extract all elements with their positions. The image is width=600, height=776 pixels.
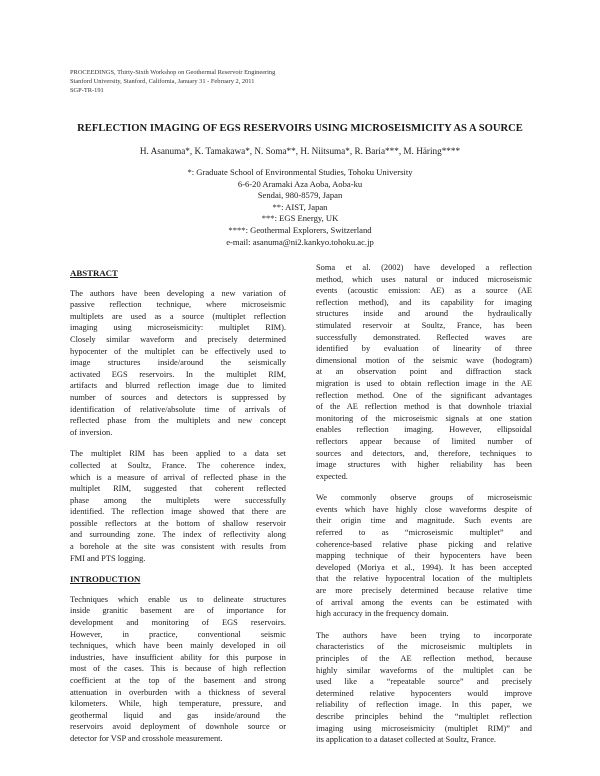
text-line: that the relative hypocentral location of the multiplets <box>316 574 532 584</box>
abstract-paragraph-1 <box>70 288 286 439</box>
text-line: developed (Moriya et al., 1994). It has been accepted <box>316 562 532 572</box>
text-line: coherence-based relative phase picking and relative <box>316 539 532 549</box>
text-line: of the AE reflection method is that downhole triaxial <box>316 402 532 412</box>
text-line: multiplet RIM, suggested that coherent reflected <box>70 484 286 494</box>
text-line: Techniques which enable us to delineate structures <box>70 594 286 604</box>
text-line: used like a “repeatable source” and precisely <box>316 677 532 687</box>
text-line: of arrival among the events can be estimated with <box>316 597 532 607</box>
text-line: development and monitoring of EGS reservoirs. <box>70 618 286 628</box>
text-line: multiplets are used as a source (multiplet reflection <box>70 311 286 321</box>
text-line: coefficient at the top of the basement and strong <box>70 676 286 685</box>
header-line-2: Stanford University, Stanford, California, January 31 - February 2, 2011 <box>70 78 255 85</box>
text-line: its application to a dataset collected at Soultz, France. <box>316 735 497 745</box>
abstract-paragraph-2 <box>70 448 286 564</box>
text-line: migration is used to obtain reflection image in the AE <box>316 378 532 388</box>
text-line: attenuation in overburden with a thickness of several <box>70 687 286 697</box>
affiliation-line: ***: EGS Energy, UK <box>261 213 339 224</box>
text-line: activated EGS reservoirs. In the multiplet RIM, <box>70 369 286 379</box>
text-line: high accuracy in the frequency domain. <box>316 609 449 619</box>
text-line: mapping technique of their hypocenters have been <box>316 551 532 561</box>
text-line: identified by evaluation of linearity of three <box>316 344 532 354</box>
text-line: events (acoustic emission: AE) as a source (AE <box>316 286 532 296</box>
text-line: FMI and PTS logging. <box>70 553 146 563</box>
abstract-heading: ABSTRACT <box>70 268 118 278</box>
text-line: expected. <box>316 471 348 481</box>
text-line: most of the cases. This is because of high reflection <box>70 664 286 674</box>
text-line: and surrounding zone. The index of reflectivity along <box>70 530 286 540</box>
body-paragraph-multiplets <box>316 492 532 620</box>
text-line: dimensional motion of the seismic wave (hodogram) <box>316 355 532 365</box>
text-line: reflected phase from the multiplets and new concept <box>70 416 286 426</box>
text-line: Closely similar waveform and precisely determined <box>70 334 286 344</box>
text-line: structures inside and around the hydraulically <box>316 309 532 319</box>
text-line: describe principles behind the “multiplet reflection <box>316 711 532 721</box>
text-line: sources and detectors, and, therefore, techniques to <box>316 448 532 458</box>
paper-title: REFLECTION IMAGING OF EGS RESERVOIRS USING MICROSEISMICITY AS A SOURCE <box>77 123 523 134</box>
text-line: phase among the multiplets were successfully <box>70 495 286 505</box>
text-line: possible reflectors at the bottom of shallow reservoir <box>70 518 286 528</box>
text-line: method, which uses natural or induced microseismic <box>316 274 532 284</box>
affiliations <box>0 167 600 248</box>
text-line: determined relative hypocenters would improve <box>316 688 532 698</box>
text-line: principles of the AE reflection method, because <box>316 654 532 663</box>
text-line: kilometers. While, high temperature, pressure, and <box>70 699 286 709</box>
text-line: identification of relative/absolute time of arrivals of <box>70 404 286 414</box>
contact-email: e-mail: asanuma@ni2.kankyo.tohoku.ac.jp <box>226 236 374 247</box>
text-line: geothermal liquid and gas inside/around the <box>70 710 286 720</box>
text-line: referred to as “microseismic multiplet” and <box>316 528 532 538</box>
text-line: inside granitic basement are of importance for <box>70 606 286 616</box>
text-line: artifacts and blurred reflection image due to limited <box>70 381 286 391</box>
affiliation-line: 6-6-20 Aramaki Aza Aoba, Aoba-ku <box>237 178 363 189</box>
text-line: reflectors appear because of limited number of <box>316 436 532 446</box>
body-paragraph-soma <box>316 262 532 482</box>
text-line: stimulated reservoir at Soultz, France, has been <box>316 320 532 330</box>
proceedings-header <box>70 68 275 95</box>
introduction-paragraph-1 <box>70 594 286 745</box>
text-line: a borehole at the site was consistent with results from <box>70 542 286 552</box>
text-line: The authors have been developing a new variation of <box>70 288 286 298</box>
text-line: their origin time and magnitude. Such events are <box>316 516 532 526</box>
text-line: imaging using microseismicity (multiplet RIM)” and <box>316 723 532 733</box>
affiliation-line: **: AIST, Japan <box>272 201 328 212</box>
text-line: highly similar waveforms of the multiplet can be <box>316 665 532 675</box>
text-line: industries, have insufficient ability for this purpose in <box>70 652 286 662</box>
text-line: passive reflection technique, where microseismic <box>70 300 286 310</box>
right-column <box>316 262 532 756</box>
affiliation-line: ****: Geothermal Explorers, Switzerland <box>228 224 372 235</box>
header-line-1: PROCEEDINGS, Thirty-Sixth Workshop on Geothermal Reservoir Engineering <box>70 69 276 76</box>
text-line: are more precisely determined because relative time <box>316 586 532 596</box>
text-line: successfully demonstrated. Reflected waves are <box>316 332 532 342</box>
text-line: We commonly observe groups of microseismic <box>316 493 532 503</box>
affiliation-line: Sendai, 980-8579, Japan <box>257 190 343 201</box>
left-column <box>70 268 286 755</box>
text-line: Soma et al. (2002) have developed a reflection <box>316 263 532 272</box>
author-list: H. Asanuma*, K. Tamakawa*, N. Soma**, H. Niitsuma*, R. Baria***, M. Häring**** <box>139 146 461 156</box>
affiliation-line: *: Graduate School of Environmental Studies, Tohoku University <box>187 167 413 177</box>
text-line: reliability of reflection image. In this paper, we <box>316 700 532 710</box>
text-line: monitoring of the microseismic signals at one station <box>316 413 532 423</box>
text-line: detector for VSP and crosshole measurement. <box>70 733 223 743</box>
text-line: collected at Soultz, France. The coherence index, <box>70 460 286 470</box>
text-line: hypocenter of the multiplet can be effectively used to <box>70 346 286 356</box>
text-line: of inversion. <box>70 427 113 437</box>
text-line: reflection method), and its capability for imaging <box>316 297 532 307</box>
text-line: events which have highly close waveforms despite of <box>316 504 532 514</box>
text-line: image structures with higher reliability has been <box>316 460 532 470</box>
text-line: However, in practice, conventional seismic <box>70 629 286 639</box>
text-line: reservoirs avoid deployment of downhole source or <box>70 722 286 732</box>
text-line: imaging using microseismicity: multiplet RIM). <box>70 323 286 333</box>
text-line: image structures inside/around the seismically <box>70 358 286 368</box>
text-line: characteristics of the microseismic multiplets in <box>316 642 532 652</box>
text-line: The authors have been trying to incorporate <box>316 630 532 640</box>
text-line: number of sources and detectors is suppressed by <box>70 392 286 402</box>
body-paragraph-approach <box>316 630 532 746</box>
text-line: The multiplet RIM has been applied to a data set <box>70 449 286 459</box>
text-line: identified. The reflection image showed that there are <box>70 507 286 517</box>
text-line: reflection method. One of the significant advantages <box>316 390 532 400</box>
text-line: at an observation point and diffraction stack <box>316 367 532 377</box>
introduction-heading: INTRODUCTION <box>70 574 141 585</box>
text-line: techniques, which have been mainly developed in oil <box>70 641 286 651</box>
text-line: enables reflection imaging. However, ellipsoidal <box>316 425 532 435</box>
text-line: which is a measure of arrival of reflected phase in the <box>70 472 286 482</box>
header-line-3: SGP-TR-191 <box>70 87 104 94</box>
